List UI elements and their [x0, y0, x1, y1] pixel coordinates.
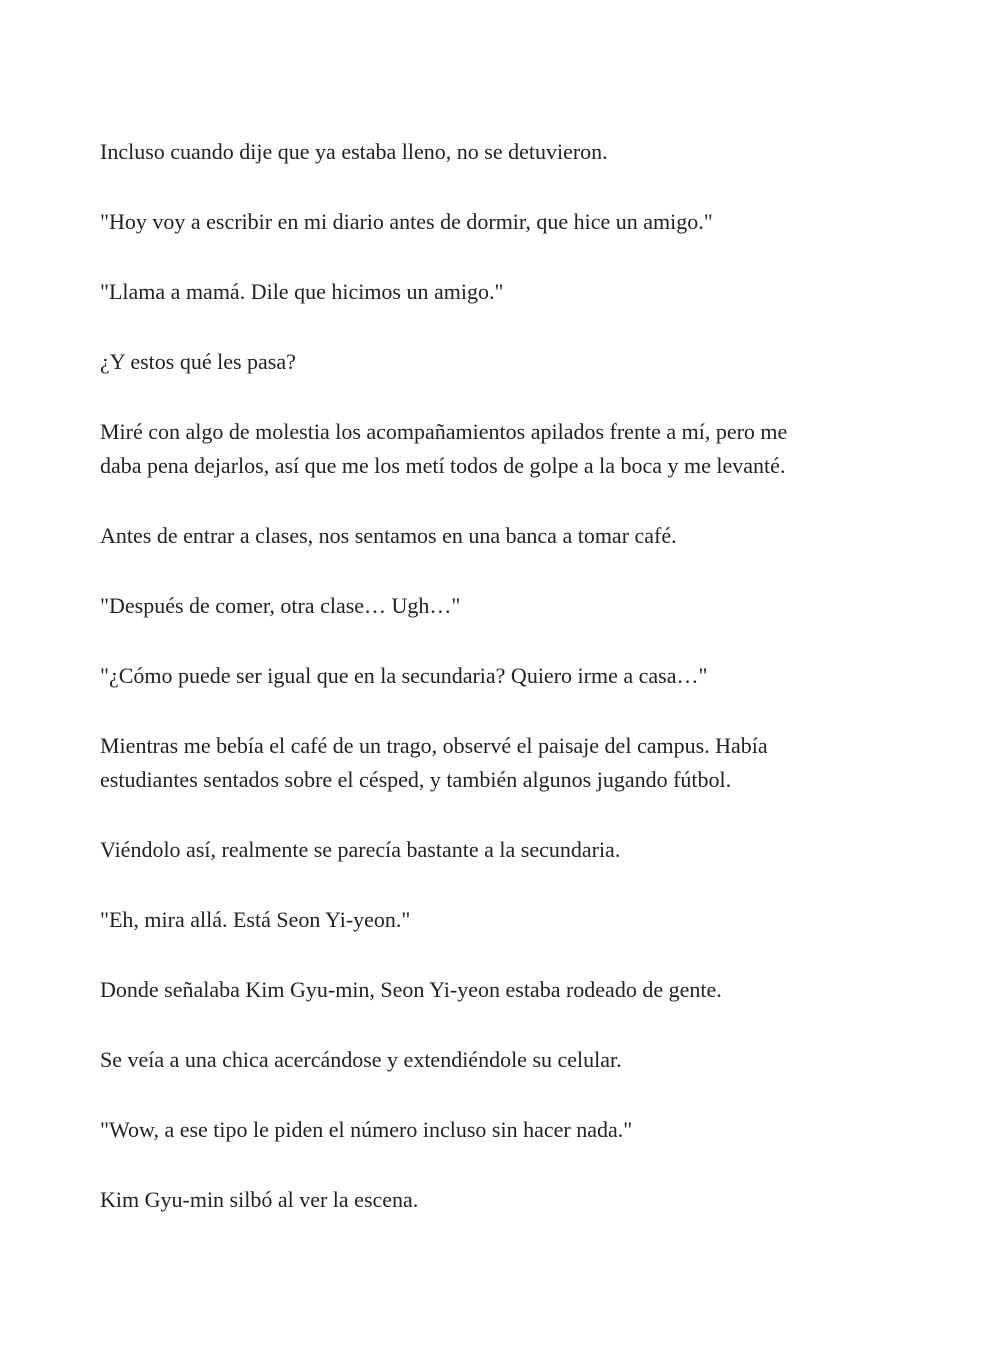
text-line: Miré con algo de molestia los acompañamientos apilados frente a mí, pero me [100, 419, 788, 444]
document-body [100, 135, 920, 1253]
text-line: estudiantes sentados sobre el césped, y también algunos jugando fútbol. [100, 767, 732, 792]
paragraph [100, 135, 920, 169]
text-line: daba pena dejarlos, así que me los metí todos de golpe a la boca y me levanté. [100, 453, 786, 478]
paragraph [100, 205, 920, 239]
text-line: ¿Y estos qué les pasa? [100, 349, 296, 374]
text-line: Mientras me bebía el café de un trago, observé el paisaje del campus. Había [100, 733, 768, 758]
paragraph [100, 345, 920, 379]
text-line: "Después de comer, otra clase… Ugh…" [100, 593, 461, 618]
text-line: "Wow, a ese tipo le piden el número incluso sin hacer nada." [100, 1117, 633, 1142]
paragraph [100, 973, 920, 1007]
text-line: Antes de entrar a clases, nos sentamos en una banca a tomar café. [100, 523, 677, 548]
text-line: Se veía a una chica acercándose y extendiéndole su celular. [100, 1047, 622, 1072]
paragraph [100, 1113, 920, 1147]
text-line: "Eh, mira allá. Está Seon Yi-yeon." [100, 907, 411, 932]
paragraph [100, 275, 920, 309]
paragraph [100, 519, 920, 553]
text-line: Donde señalaba Kim Gyu-min, Seon Yi-yeon estaba rodeado de gente. [100, 977, 722, 1002]
text-line: "¿Cómo puede ser igual que en la secundaria? Quiero irme a casa…" [100, 663, 708, 688]
paragraph [100, 415, 920, 483]
paragraph [100, 1183, 920, 1217]
paragraph [100, 903, 920, 937]
text-line: "Hoy voy a escribir en mi diario antes de dormir, que hice un amigo." [100, 209, 713, 234]
paragraph [100, 659, 920, 693]
paragraph [100, 833, 920, 867]
text-line: Viéndolo así, realmente se parecía bastante a la secundaria. [100, 837, 621, 862]
paragraph [100, 589, 920, 623]
paragraph [100, 729, 920, 797]
text-line: Incluso cuando dije que ya estaba lleno, no se detuvieron. [100, 139, 608, 164]
text-line: "Llama a mamá. Dile que hicimos un amigo." [100, 279, 504, 304]
text-line: Kim Gyu-min silbó al ver la escena. [100, 1187, 419, 1212]
paragraph [100, 1043, 920, 1077]
